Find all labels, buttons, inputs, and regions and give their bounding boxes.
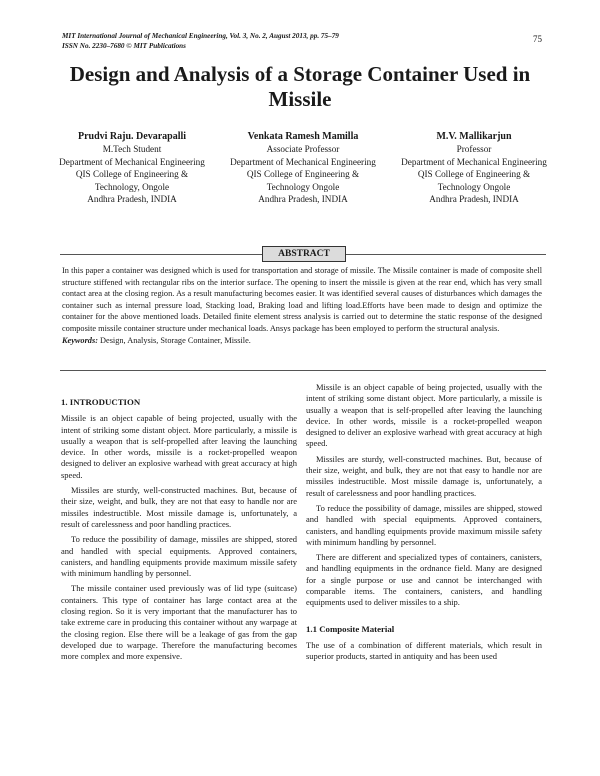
author-college-2: Technology Ongole: [437, 181, 511, 192]
issn-line: ISSN No. 2230–7680 © MIT Publications: [62, 41, 186, 50]
keywords-list: Design, Analysis, Storage Container, Missile.: [100, 335, 251, 345]
author-college-2: Technology, Ongole: [94, 181, 170, 192]
abstract-body: [62, 265, 542, 346]
author-college: QIS College of Engineering &: [417, 169, 531, 179]
left-column: [61, 382, 297, 667]
abstract-text: In this paper a container was designed which is used for transportation and storage of missile. The Missile container is made of composite shell structure stiffened with rectangular ribs on the interior surface. The opening to insert the missile is given at the rear end, which has very small contact area at the closing region. As a result manufacturing becomes easier. It was identified several causes of disturbances which damages the container such as internal pressure load, Stacking load, Braking load and lifting load.Efforts have been made to design and optimize the container for the above mentioned loads. Detailed finite element stress analysis is carried out to determine the static response of the designed composite missile container structure under mechanical loads. Ansys package has been employed to perform the structural analysis.: [62, 266, 542, 333]
author-block: [47, 130, 559, 206]
running-header: [62, 32, 339, 51]
paragraph: Missile is an object capable of being projected, usually with the intent of striking some distant object. More particularly, a missile is usually a weapon that is self-propelled after leaving the launching device. In other words, missile is a rocket-propelled weapon designed to deliver an explosive warhead with great accuracy at high speed.: [306, 382, 542, 449]
paragraph: The missile container used previously was of lid type (suitcase) containers. This type of container has large contact area at the closing region. So it is very important that the manufacturer has to take extreme care in producing this container without any warpage at the closing region. Else there will be a leakage of gas from the gap developed due to warpage. Therefore the manufacturing becomes more complex and more expensive.: [61, 583, 297, 662]
keywords-label: Keywords:: [62, 335, 98, 345]
author-dept: Department of Mechanical Engineering: [401, 156, 547, 167]
abstract-heading: ABSTRACT: [262, 246, 346, 262]
author-college: QIS College of Engineering &: [75, 169, 189, 179]
keywords: [62, 335, 542, 347]
subsection-heading: 1.1 Composite Material: [306, 623, 395, 634]
author-location: Andhra Pradesh, INDIA: [429, 194, 519, 204]
paragraph: There are different and specialized types of containers, canisters, and handling equipments in the ordnance field. Many are designed for a single purpose or use and cannot be interchanged with comparable items. The containers, canisters, and handling equipments used to deliver missiles to a ship.: [306, 552, 542, 608]
paragraph: Missile is an object capable of being projected, usually with the intent of striking some distant object. More particularly, a missile is usually a weapon that is self-propelled after leaving the launching device. In other words, missile is a rocket-propelled weapon designed to deliver an explosive warhead with great accuracy at high speed.: [61, 413, 297, 480]
author-role: Professor: [456, 144, 492, 154]
paragraph: Missiles are sturdy, well-constructed machines. But, because of their size, weight, and bulk, they are not that easy to handle nor are missiles indestructible. Most missile damage is, unfortunately, a result of carelessness and poor handling practices.: [306, 453, 542, 498]
author-name: Venkata Ramesh Mamilla: [247, 131, 359, 142]
abstract-heading-bar: [60, 246, 546, 262]
author-name: Prudvi Raju. Devarapalli: [77, 131, 187, 142]
author-college: QIS College of Engineering &: [246, 169, 360, 179]
paper-title: Design and Analysis of a Storage Container Used in Missile: [69, 62, 531, 111]
paragraph: To reduce the possibility of damage, missiles are shipped, stowed and handled with special equipments. Approved containers, canisters, and handling equipments provide maximum missile safety with minimum handling by personnel.: [306, 502, 542, 547]
paragraph: Missiles are sturdy, well-constructed machines. But, because of their size, weight, and bulk, they are not that easy to handle nor are missiles indestructible. Most missile damage is, unfortunately, a result of carelessness and poor handling practices.: [61, 485, 297, 529]
author-3: [389, 130, 559, 206]
journal-line: MIT International Journal of Mechanical Engineering, Vol. 3, No. 2, August 2013, pp. 75–79: [62, 32, 339, 40]
author-role: M.Tech Student: [102, 144, 162, 154]
paragraph: To reduce the possibility of damage, missiles are shipped, stored and handled with special equipments. Approved containers, canisters, and handling equipments provide maximum missile safety with minimum handling by personnel.: [61, 534, 297, 579]
author-college-2: Technology Ongole: [266, 181, 340, 192]
author-role: Associate Professor: [266, 144, 340, 154]
author-1: [47, 130, 217, 206]
page-number: 75: [533, 34, 542, 44]
author-dept: Department of Mechanical Engineering: [59, 156, 205, 167]
paragraph: The use of a combination of different materials, which result in superior products, started in antiquity and has been used: [306, 639, 542, 662]
author-name: M.V. Mallikarjun: [436, 131, 512, 142]
section-heading: 1. INTRODUCTION: [61, 397, 141, 407]
author-2: [218, 130, 388, 206]
author-location: Andhra Pradesh, INDIA: [87, 194, 177, 204]
author-location: Andhra Pradesh, INDIA: [258, 194, 348, 204]
right-column: [306, 382, 542, 667]
abstract-bottom-rule: [60, 370, 546, 371]
author-dept: Department of Mechanical Engineering: [230, 156, 376, 167]
